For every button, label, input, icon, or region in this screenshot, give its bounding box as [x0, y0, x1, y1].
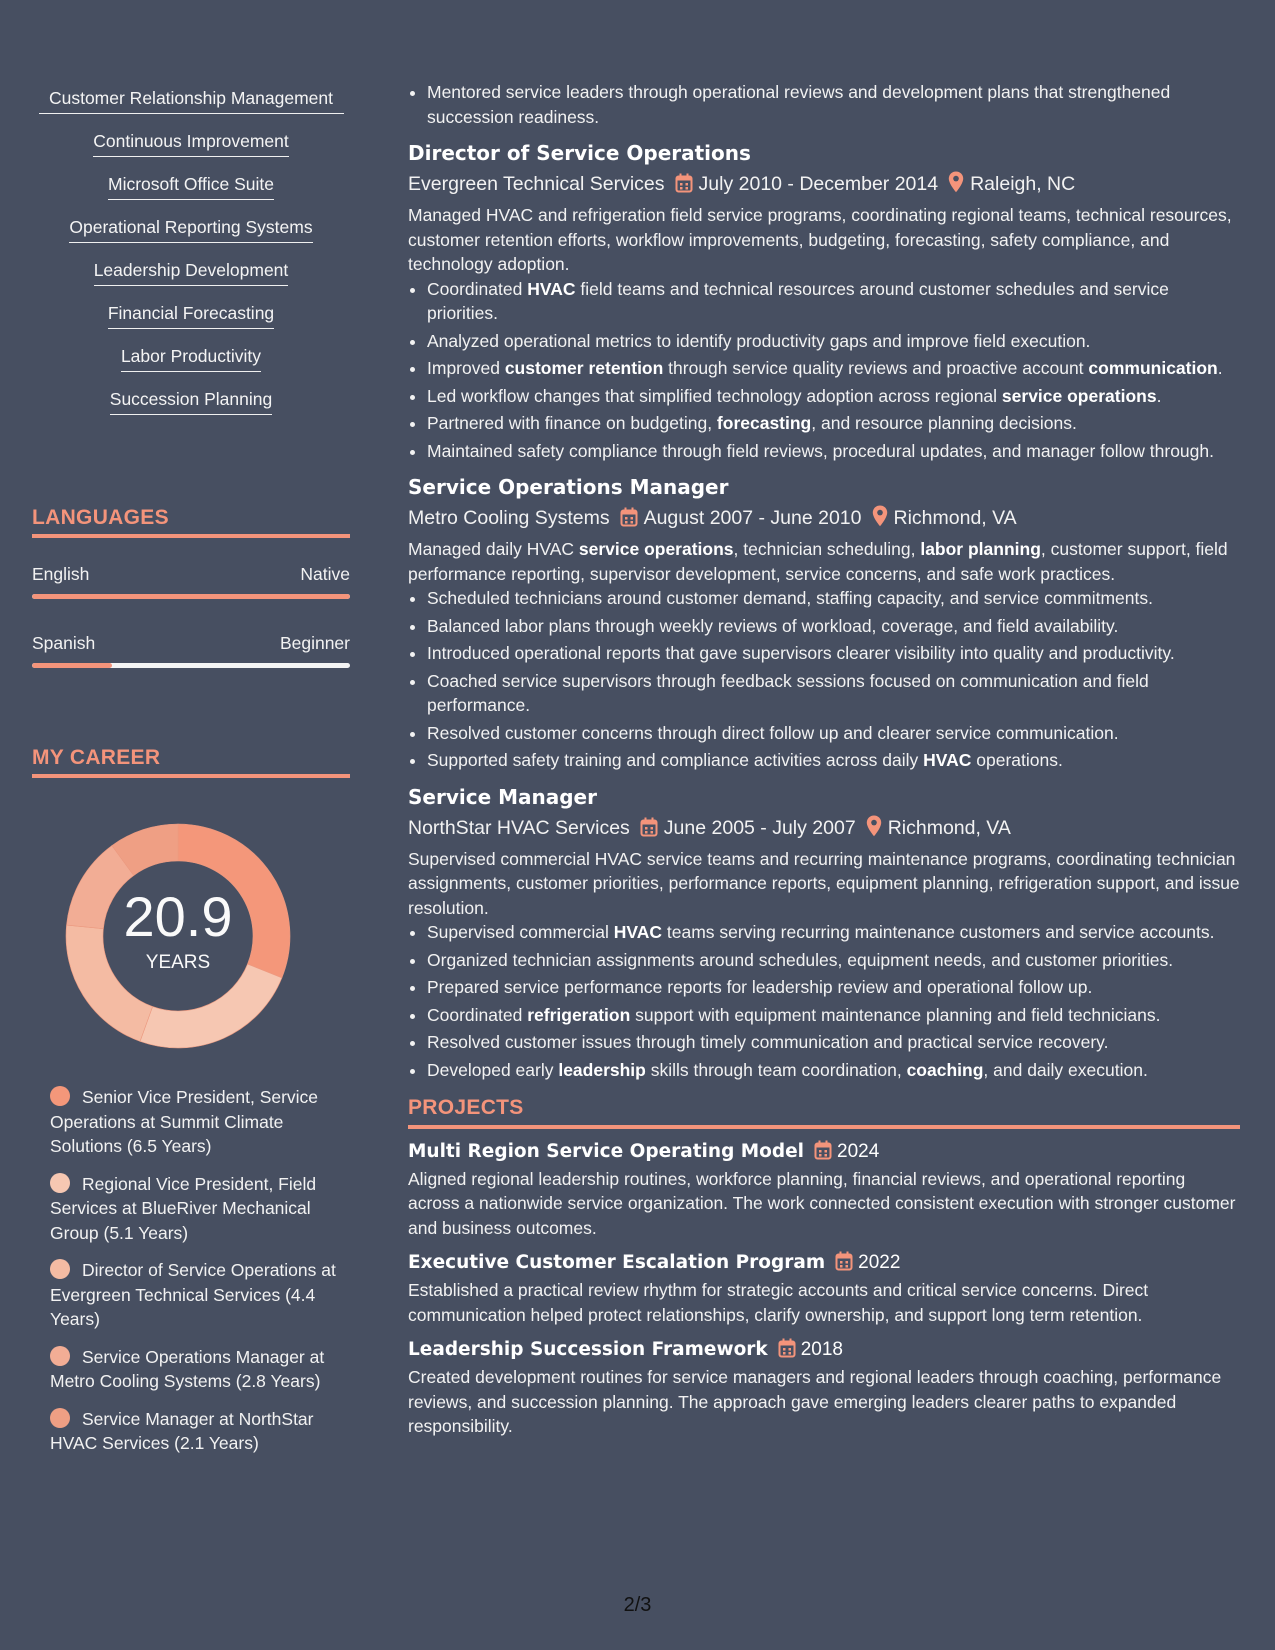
- skill-label: Financial Forecasting: [108, 301, 274, 329]
- skill-label: Customer Relationship Management: [39, 86, 344, 114]
- projects-heading: PROJECTS: [408, 1096, 1240, 1129]
- emphasis-text: forecasting: [716, 413, 812, 433]
- skill-item: [32, 129, 350, 157]
- legend-dot-icon: [50, 1346, 70, 1366]
- career-legend-item: [50, 1407, 340, 1456]
- language-row-english: [32, 564, 350, 604]
- project-year: 2022: [858, 1252, 901, 1273]
- project-title: Multi Region Service Operating Model: [408, 1140, 805, 1162]
- bullet-item: • Resolved customer concerns through direct follow up and clearer service communication.: [427, 721, 1240, 746]
- legend-dot-icon: [50, 1086, 70, 1106]
- location-pin-icon: [866, 815, 882, 837]
- skill-item: [32, 258, 350, 286]
- job-company: Metro Cooling Systems: [408, 507, 610, 529]
- job-meta: [408, 815, 1240, 841]
- emphasis-text: HVAC: [527, 278, 576, 299]
- project-entry: [408, 1250, 1240, 1327]
- emphasis-text: labor planning: [920, 539, 1041, 559]
- skill-label: Labor Productivity: [121, 344, 261, 372]
- language-name: English: [32, 564, 90, 584]
- project-header: [408, 1250, 1240, 1276]
- career-total-unit: YEARS: [145, 952, 211, 973]
- language-bar-fill: [32, 663, 112, 668]
- project-year: 2018: [800, 1339, 843, 1360]
- skill-item: [32, 387, 350, 415]
- job-meta: [408, 171, 1240, 197]
- job-description: Managed daily HVAC service operations, technician scheduling, labor planning, customer support, field performance reporting, supervisor development, service concerns, and safe work practices.: [408, 539, 1228, 584]
- job-title: Director of Service Operations: [408, 141, 751, 165]
- bullet-item: • Coordinated HVAC field teams and technical resources around customer schedules and service priorities.: [427, 277, 1240, 326]
- language-bar-fill: [32, 594, 350, 599]
- job-meta: [408, 505, 1240, 531]
- calendar-icon: [835, 1251, 853, 1271]
- bullet-item: • Introduced operational reports that gave supervisors clearer visibility into quality and productivity.: [427, 641, 1240, 666]
- bullet-item: • Led workflow changes that simplified technology adoption across regional service operations.: [427, 384, 1240, 409]
- job-location: Richmond, VA: [893, 507, 1017, 529]
- calendar-icon: [675, 173, 693, 193]
- career-legend-label: Service Manager at NorthStar HVAC Services (2.1 Years): [50, 1408, 314, 1453]
- language-bar: [32, 663, 350, 668]
- job-bullets: [408, 277, 1240, 464]
- bullet-item: • Organized technician assignments around schedules, equipment needs, and customer priorities.: [427, 948, 1240, 973]
- job-entry: [408, 783, 1240, 1083]
- emphasis-text: coaching: [906, 1059, 984, 1080]
- bullet-item: • Supported safety training and compliance activities across daily HVAC operations.: [427, 748, 1240, 773]
- bullet-item: • Coached service supervisors through feedback sessions focused on communication and field performance.: [427, 669, 1240, 718]
- project-description: Established a practical review rhythm for strategic accounts and critical service concerns. Direct communication helped protect relationships, clarify ownership, and support long term retention.: [408, 1280, 1149, 1325]
- job-dates: July 2010 - December 2014: [698, 173, 939, 195]
- calendar-icon: [814, 1140, 832, 1160]
- job-description: Supervised commercial HVAC service teams and recurring maintenance programs, coordinating technician assignments, customer priorities, performance reports, equipment planning, refrigeration support, and issue resolution.: [408, 848, 1240, 918]
- career-total: [64, 822, 292, 1050]
- calendar-icon: [620, 507, 638, 527]
- project-year: 2024: [837, 1140, 880, 1162]
- skills-list: [32, 86, 350, 415]
- career-total-years: 20.9: [123, 885, 233, 948]
- continuation-bullets: [408, 80, 1240, 129]
- job-title: Service Operations Manager: [408, 475, 729, 499]
- career-legend-item: [50, 1172, 340, 1246]
- skill-label: Leadership Development: [94, 258, 289, 286]
- calendar-icon: [778, 1338, 796, 1358]
- skill-label: Continuous Improvement: [93, 129, 289, 157]
- career-legend-item: [50, 1085, 340, 1159]
- career-legend-label: Regional Vice President, Field Services at BlueRiver Mechanical Group (5.1 Years): [50, 1173, 317, 1243]
- job-bullets: [408, 920, 1240, 1082]
- job-description: Managed HVAC and refrigeration field service programs, coordinating regional teams, technical resources, customer retention efforts, workflow improvements, budgeting, forecasting, safety compliance, and technology adoption.: [408, 205, 1232, 274]
- bullet-item: • Mentored service leaders through operational reviews and development plans that strengthened succession readiness.: [427, 80, 1240, 129]
- bullet-item: • Improved customer retention through service quality reviews and proactive account communication.: [427, 356, 1240, 381]
- job-entry: [408, 473, 1240, 773]
- emphasis-text: refrigeration: [527, 1004, 631, 1025]
- projects-list: [408, 1139, 1240, 1439]
- emphasis-text: service operations: [578, 539, 734, 559]
- bullet-item: • Prepared service performance reports for leadership review and operational follow up.: [427, 975, 1240, 1000]
- project-header: [408, 1139, 1240, 1165]
- skill-item: [32, 172, 350, 200]
- project-title: Executive Customer Escalation Program: [408, 1252, 826, 1273]
- job-company: NorthStar HVAC Services: [408, 816, 630, 839]
- project-description: Created development routines for service managers and regional leaders through coaching, performance reviews, and succession planning. The approach gave emerging leaders clearer paths to expanded responsibility.: [408, 1367, 1222, 1436]
- skill-label: Microsoft Office Suite: [108, 172, 274, 200]
- emphasis-text: communication: [1088, 358, 1218, 378]
- career-legend-item: [50, 1258, 340, 1332]
- bullet-item: • Maintained safety compliance through field reviews, procedural updates, and manager follow through.: [427, 439, 1240, 464]
- location-pin-icon: [948, 171, 964, 193]
- location-pin-icon: [872, 505, 888, 527]
- project-title: Leadership Succession Framework: [408, 1339, 768, 1360]
- main-column: [408, 80, 1240, 1439]
- bullet-item: • Analyzed operational metrics to identify productivity gaps and improve field execution.: [427, 329, 1240, 354]
- career-legend-label: Service Operations Manager at Metro Cooling Systems (2.8 Years): [50, 1346, 325, 1391]
- job-title: Service Manager: [408, 784, 597, 809]
- language-bar: [32, 594, 350, 599]
- languages-heading: LANGUAGES: [32, 506, 350, 538]
- career-legend-label: Senior Vice President, Service Operations at Summit Climate Solutions (6.5 Years): [50, 1087, 319, 1156]
- page-indicator: 2/3: [623, 1594, 652, 1616]
- bullet-item: • Balanced labor plans through weekly reviews of workload, coverage, and field availability.: [427, 614, 1240, 639]
- skill-label: Succession Planning: [110, 387, 272, 415]
- skill-item: [32, 344, 350, 372]
- bullet-item: • Developed early leadership skills through team coordination, coaching, and daily execution.: [427, 1058, 1240, 1083]
- career-legend-item: [50, 1345, 340, 1394]
- job-company: Evergreen Technical Services: [408, 173, 665, 195]
- bullet-item: • Scheduled technicians around customer demand, staffing capacity, and service commitments.: [427, 586, 1240, 611]
- project-entry: [408, 1139, 1240, 1241]
- legend-dot-icon: [50, 1408, 70, 1428]
- job-location: Raleigh, NC: [970, 173, 1076, 195]
- language-level: Beginner: [279, 633, 350, 653]
- skill-item: [32, 215, 350, 243]
- emphasis-text: service operations: [1001, 385, 1157, 406]
- emphasis-text: HVAC: [923, 750, 972, 770]
- job-location: Richmond, VA: [887, 816, 1011, 839]
- skill-item: [32, 86, 350, 114]
- job-entry: [408, 139, 1240, 463]
- experience-list: [408, 139, 1240, 1082]
- calendar-icon: [640, 817, 658, 837]
- bullet-item: • Supervised commercial HVAC teams serving recurring maintenance customers and service accounts.: [427, 920, 1240, 945]
- bullet-item: • Partnered with finance on budgeting, forecasting, and resource planning decisions.: [427, 411, 1240, 436]
- language-row-spanish: [32, 633, 350, 673]
- skill-item: [32, 301, 350, 329]
- career-heading: MY CAREER: [32, 746, 350, 778]
- emphasis-text: leadership: [558, 1059, 646, 1080]
- career-legend: [50, 1085, 340, 1469]
- bullet-item: • Resolved customer issues through timely communication and practical service recovery.: [427, 1030, 1240, 1055]
- emphasis-text: HVAC: [613, 922, 663, 942]
- career-legend-label: Director of Service Operations at Evergreen Technical Services (4.4 Years): [50, 1260, 336, 1329]
- project-description: Aligned regional leadership routines, workforce planning, financial reviews, and operational reporting across a nationwide service organization. The work connected consistent execution with stronger customer and business outcomes.: [408, 1168, 1236, 1238]
- job-bullets: [408, 586, 1240, 773]
- language-level: Native: [300, 564, 350, 584]
- job-dates: June 2005 - July 2007: [663, 816, 856, 839]
- language-name: Spanish: [32, 633, 96, 653]
- legend-dot-icon: [50, 1259, 70, 1279]
- legend-dot-icon: [50, 1173, 70, 1193]
- emphasis-text: customer retention: [504, 358, 664, 378]
- sidebar: [32, 86, 350, 1453]
- project-entry: [408, 1337, 1240, 1439]
- job-dates: August 2007 - June 2010: [643, 507, 862, 529]
- skill-label: Operational Reporting Systems: [69, 215, 312, 243]
- bullet-item: • Coordinated refrigeration support with equipment maintenance planning and field technicians.: [427, 1003, 1240, 1028]
- project-header: [408, 1337, 1240, 1363]
